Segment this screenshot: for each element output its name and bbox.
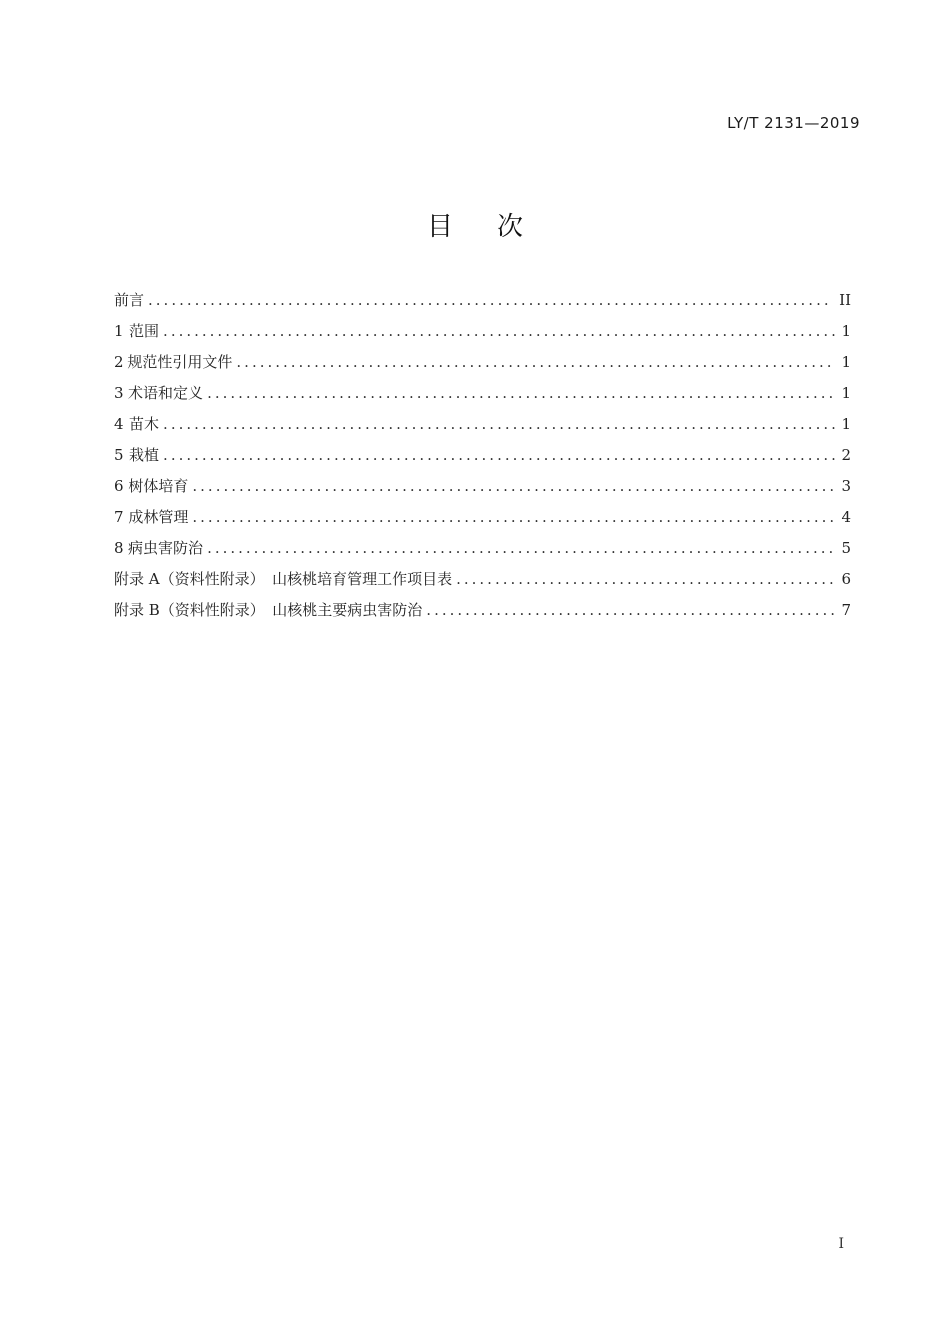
toc-entry-number: 3 bbox=[114, 384, 124, 402]
toc-leader-dots bbox=[163, 316, 835, 347]
toc-entry-page: 1 bbox=[841, 384, 851, 402]
toc-entry-page: 6 bbox=[841, 570, 851, 588]
toc-entry-scope[interactable] bbox=[114, 316, 851, 347]
toc-leader-dots bbox=[192, 502, 835, 533]
toc-leader-dots bbox=[456, 564, 835, 595]
toc-entry-page: 1 bbox=[841, 353, 851, 371]
table-of-contents bbox=[114, 285, 851, 626]
toc-entry-page: 1 bbox=[841, 415, 851, 433]
toc-entry-appendix-a[interactable] bbox=[114, 564, 851, 595]
toc-entry-label: 术语和定义 bbox=[128, 384, 204, 402]
toc-entry-label: 成林管理 bbox=[128, 508, 189, 526]
toc-entry-label: 前言 bbox=[114, 291, 145, 309]
toc-entry-pest-control[interactable] bbox=[114, 533, 851, 564]
toc-entry-seedlings[interactable] bbox=[114, 409, 851, 440]
toc-leader-dots bbox=[163, 440, 835, 471]
toc-leader-dots bbox=[207, 533, 835, 564]
toc-leader-dots bbox=[207, 378, 835, 409]
toc-entry-number: 1 bbox=[114, 322, 124, 340]
toc-entry-number: 8 bbox=[114, 539, 124, 557]
toc-entry-page: II bbox=[839, 291, 851, 309]
toc-leader-dots bbox=[192, 471, 835, 502]
toc-entry-forest-management[interactable] bbox=[114, 502, 851, 533]
toc-entry-label: 病虫害防治 bbox=[128, 539, 204, 557]
toc-title-part2: 次 bbox=[497, 212, 524, 242]
toc-entry-tree-cultivation[interactable] bbox=[114, 471, 851, 502]
toc-entry-label: 附录 B（资料性附录） 山核桃主要病虫害防治 bbox=[114, 601, 423, 619]
toc-entry-label: 树体培育 bbox=[128, 477, 189, 495]
toc-entry-page: 5 bbox=[841, 539, 851, 557]
toc-entry-number: 7 bbox=[114, 508, 124, 526]
toc-entry-page: 3 bbox=[841, 477, 851, 495]
toc-title-part1: 目 bbox=[426, 212, 453, 242]
toc-entry-label: 范围 bbox=[129, 322, 160, 340]
toc-entry-page: 2 bbox=[841, 446, 851, 464]
toc-entry-number: 6 bbox=[114, 477, 124, 495]
toc-entry-label: 栽植 bbox=[129, 446, 160, 464]
toc-entry-label: 附录 A（资料性附录） 山核桃培育管理工作项目表 bbox=[114, 570, 453, 588]
toc-title bbox=[0, 206, 950, 243]
standard-code: LY/T 2131—2019 bbox=[727, 114, 860, 132]
toc-entry-number: 4 bbox=[114, 415, 124, 433]
toc-entry-terms[interactable] bbox=[114, 378, 851, 409]
toc-entry-appendix-b[interactable] bbox=[114, 595, 851, 626]
toc-leader-dots bbox=[426, 595, 835, 626]
toc-entry-normative-references[interactable] bbox=[114, 347, 851, 378]
toc-entry-page: 4 bbox=[841, 508, 851, 526]
toc-entry-number: 2 bbox=[114, 353, 124, 371]
toc-leader-dots bbox=[163, 409, 835, 440]
toc-leader-dots bbox=[236, 347, 835, 378]
toc-entry-number: 5 bbox=[114, 446, 124, 464]
toc-entry-preface[interactable] bbox=[114, 285, 851, 316]
toc-entry-page: 1 bbox=[841, 322, 851, 340]
toc-entry-label: 规范性引用文件 bbox=[127, 353, 233, 371]
page-number: I bbox=[838, 1236, 844, 1252]
toc-entry-label: 苗木 bbox=[129, 415, 160, 433]
toc-entry-page: 7 bbox=[841, 601, 851, 619]
toc-leader-dots bbox=[148, 285, 833, 316]
toc-entry-planting[interactable] bbox=[114, 440, 851, 471]
